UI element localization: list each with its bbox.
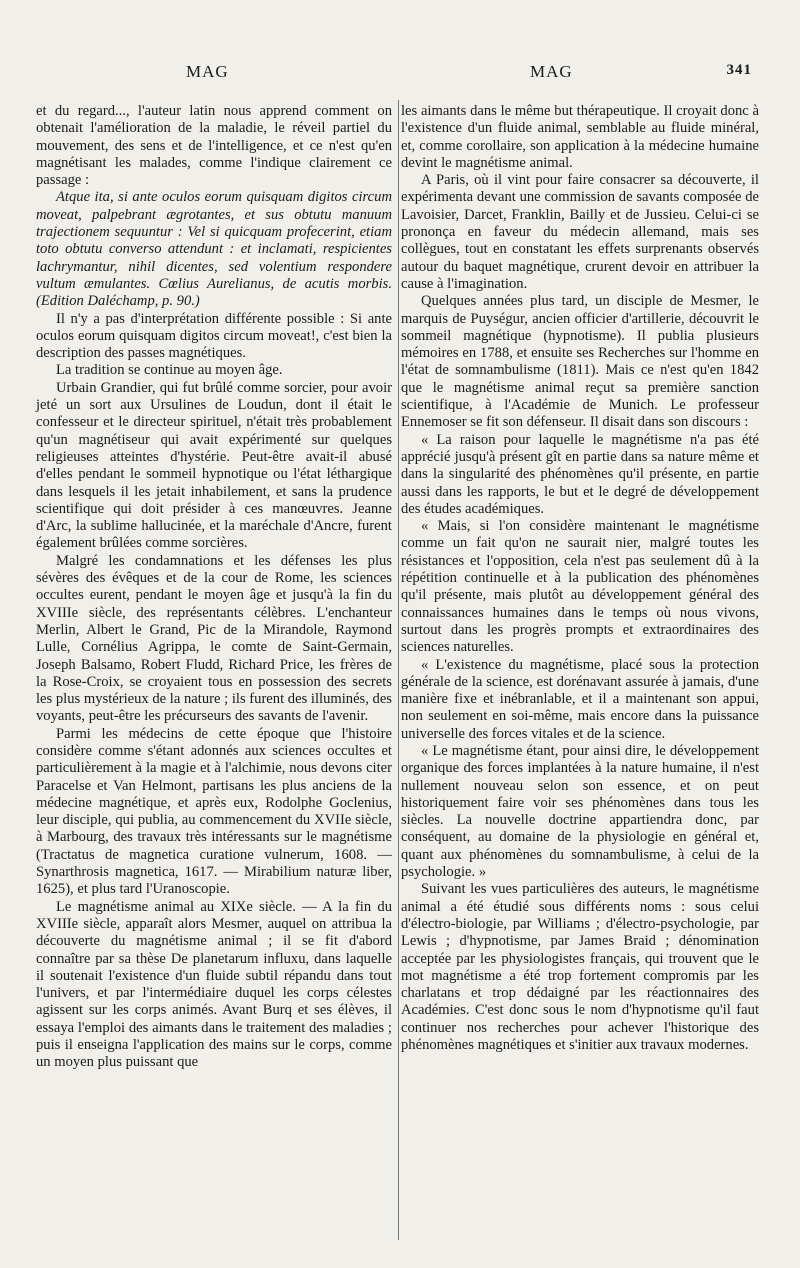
header-right-title: MAG [530, 62, 573, 81]
paragraph: et du regard..., l'auteur latin nous apprend comment on obtenait l'amélioration de la maladie, le réveil partiel du mouvement, des sens et de l'intelligence, et ce n'est qu'en magnétisant les malades, comme l'indique clairement ce passage : [36, 103, 392, 189]
left-column [36, 103, 392, 1072]
paragraph: Il n'y a pas d'interprétation différente possible : Si ante oculos eorum quisquam digitos circum moveat!, c'est bien la description des passes magnétiques. [36, 310, 392, 362]
header-left-title: MAG [186, 62, 229, 81]
paragraph: les aimants dans le même but thérapeutique. Il croyait donc à l'existence d'un fluide animal, semblable au fluide minéral, et, comme corollaire, son application à la médecine humaine devint le magnétisme animal. [401, 103, 759, 171]
paragraph: Parmi les médecins de cette époque que l'histoire considère comme s'étant adonnés aux sciences occultes et particulièrement à la magie et à l'alchimie, nous devons citer Paracelse et Van Helmont, partisans les plus anciens de la médecine magnétique, et après eux, Rodolphe Goclenius, leur disciple, qui publia, au commencement du XVIIe siècle, à Marbourg, des travaux très intéressants sur le magnétisme (Tractatus de magnetica curatione vulnerum, 1608. — Synarthrosis magnetica, 1617. — Mirabilium naturæ liber, 1625), et plus tard l'Uranoscopie. [36, 725, 392, 898]
paragraph: Quelques années plus tard, un disciple de Mesmer, le marquis de Puységur, ancien officier d'artillerie, découvrit le sommeil magnétique (hypnotisme). Il publia plusieurs mémoires en 1788, et ensuite ses Recherches sur l'homme en l'état de somnambulisme (1811). Mais ce n'est qu'en 1842 que le magnétisme animal reçut sa première sanction scientifique, à l'Académie de Munich. Le professeur Ennemoser se fit son défenseur. Il disait dans son discours : [401, 293, 759, 431]
quoted-paragraph: « L'existence du magnétisme, placé sous la protection générale de la science, est dorénavant assurée à jamais, d'une manière fixe et inébranlable, et il a maintenant son appui, non seulement en soi-même, mais encore dans la puissance universelle des forces vitales et de la science. [401, 656, 759, 742]
section-paragraph: Le magnétisme animal au XIXe siècle. — A la fin du XVIIIe siècle, apparaît alors Mesmer, auquel on attribua la découverte du magnétisme animal ; il se fit d'abord connaître par sa thèse De planetarum influxu, dans laquelle il soutenait l'existence d'un fluide subtil répandu dans tout l'univers, et par l'intermédiaire duquel les corps célestes agissent sur les corps animés. Avant Burq et ses élèves, il essaya l'emploi des aimants dans le traitement des maladies ; puis il enseigna l'application des mains sur le corps, comme un moyen plus puissant que [36, 898, 392, 1071]
running-header [0, 62, 800, 86]
paragraph: A Paris, où il vint pour faire consacrer sa découverte, il expérimenta devant une commission de savants composée de Lavoisier, Darcet, Franklin, Bailly et de Jussieu. Celui-ci se prononça en faveur du médecin allemand, mais ses collègues, tout en constatant les effets surprenants observés autour du baquet magnétique, crurent devoir en attribuer la cause à l'imagination. [401, 172, 759, 292]
right-column [401, 103, 759, 1054]
quoted-paragraph: « La raison pour laquelle le magnétisme n'a pas été apprécié jusqu'à présent gît en partie dans sa nature même et dans la singularité des phénomènes qu'il présente, en partie aussi dans les rapports, le but et le degré de développement des études académiques. [401, 431, 759, 517]
paragraph: Urbain Grandier, qui fut brûlé comme sorcier, pour avoir jeté un sort aux Ursulines de Loudun, dont il était le confesseur et le directeur spirituel, n'était très probablement qu'un magnétiseur qui avait expérimenté sur quelques religieuses atteintes d'hystérie. Peut-être avait-il abusé d'elles pendant le sommeil hypnotique ou l'état léthargique dans lesquels il les jetait inhabilement, et sans la prudence scientifique qui doit présider à ces manœuvres. Jeanne d'Arc, la sublime hallucinée, et la maréchale d'Ancre, furent également brûlées comme sorcières. [36, 379, 392, 552]
quoted-paragraph: « Mais, si l'on considère maintenant le magnétisme comme un fait qu'on ne saurait nier, malgré toutes les résistances et l'opposition, cela n'est pas seulement dû à la répétition continuelle et à la publication des phénomènes qu'il présente, mais plutôt au développement général des connaissances humaines dans le temps où nous vivons, surtout dans les progrès prompts et extraordinaires des sciences naturelles. [401, 518, 759, 656]
page-number: 341 [726, 62, 752, 78]
latin-quotation: Atque ita, si ante oculos eorum quisquam digitos circum moveat, palpebrant ægrotantes, et sus obtutu manuum trajectionem sequuntur : Vel si quicquam profecerint, etiam toto obtutu converso attendunt : et inclamati, respicientes lachrymantur, nihil dicentes, sed volentium respondere vultum æmulantes. Cœlius Aurelianus, de acutis morbis. (Edition Daléchamp, p. 90.) [36, 189, 392, 310]
paragraph: La tradition se continue au moyen âge. [56, 362, 283, 379]
paragraph: Malgré les condamnations et les défenses les plus sévères des évêques et de la cour de Rome, les sciences occultes eurent, pendant le moyen âge et jusqu'à la fin du XVIIIe siècle, des représentants célèbres. L'enchanteur Merlin, Albert le Grand, Pic de la Mirandole, Raymond Lulle, Cornélius Agrippa, le comte de Saint-Germain, Joseph Balsamo, Robert Fludd, Richard Price, les frères de la Rose-Croix, se croyaient tous en possession des secrets les plus mystérieux de la nature ; ils furent des illuminés, des voyants, peut-être les précurseurs des savants de l'avenir. [36, 552, 392, 725]
paragraph: Suivant les vues particulières des auteurs, le magnétisme animal a été étudié sous différents noms : sous celui d'électro-biologie, par Williams ; d'électro-psychologie, par Lewis ; d'hypnotisme, par James Braid ; dénomination acceptée par les physiologistes français, qui trouvent que le mot magnétisme a été trop fortement compromis par les charlatans et trop dédaigné par les réactionnaires des Académies. C'est donc sous le nom d'hypnotisme qu'il faut continuer nos recherches pour achever l'historique des phénomènes magnétiques et s'initier aux travaux modernes. [401, 881, 759, 1054]
quoted-paragraph: « Le magnétisme étant, pour ainsi dire, le développement organique des forces implantées à la nature humaine, il n'est nullement nouveau selon son essence, et on peut historiquement faire voir ses phénomènes dans tous les siècles. La nouvelle doctrine appartiendra donc, par conséquent, au domaine de la physiologie en général et, quant aux phénomènes du somnambulisme, à celui de la psychologie. » [401, 742, 759, 881]
column-divider [398, 100, 399, 1240]
